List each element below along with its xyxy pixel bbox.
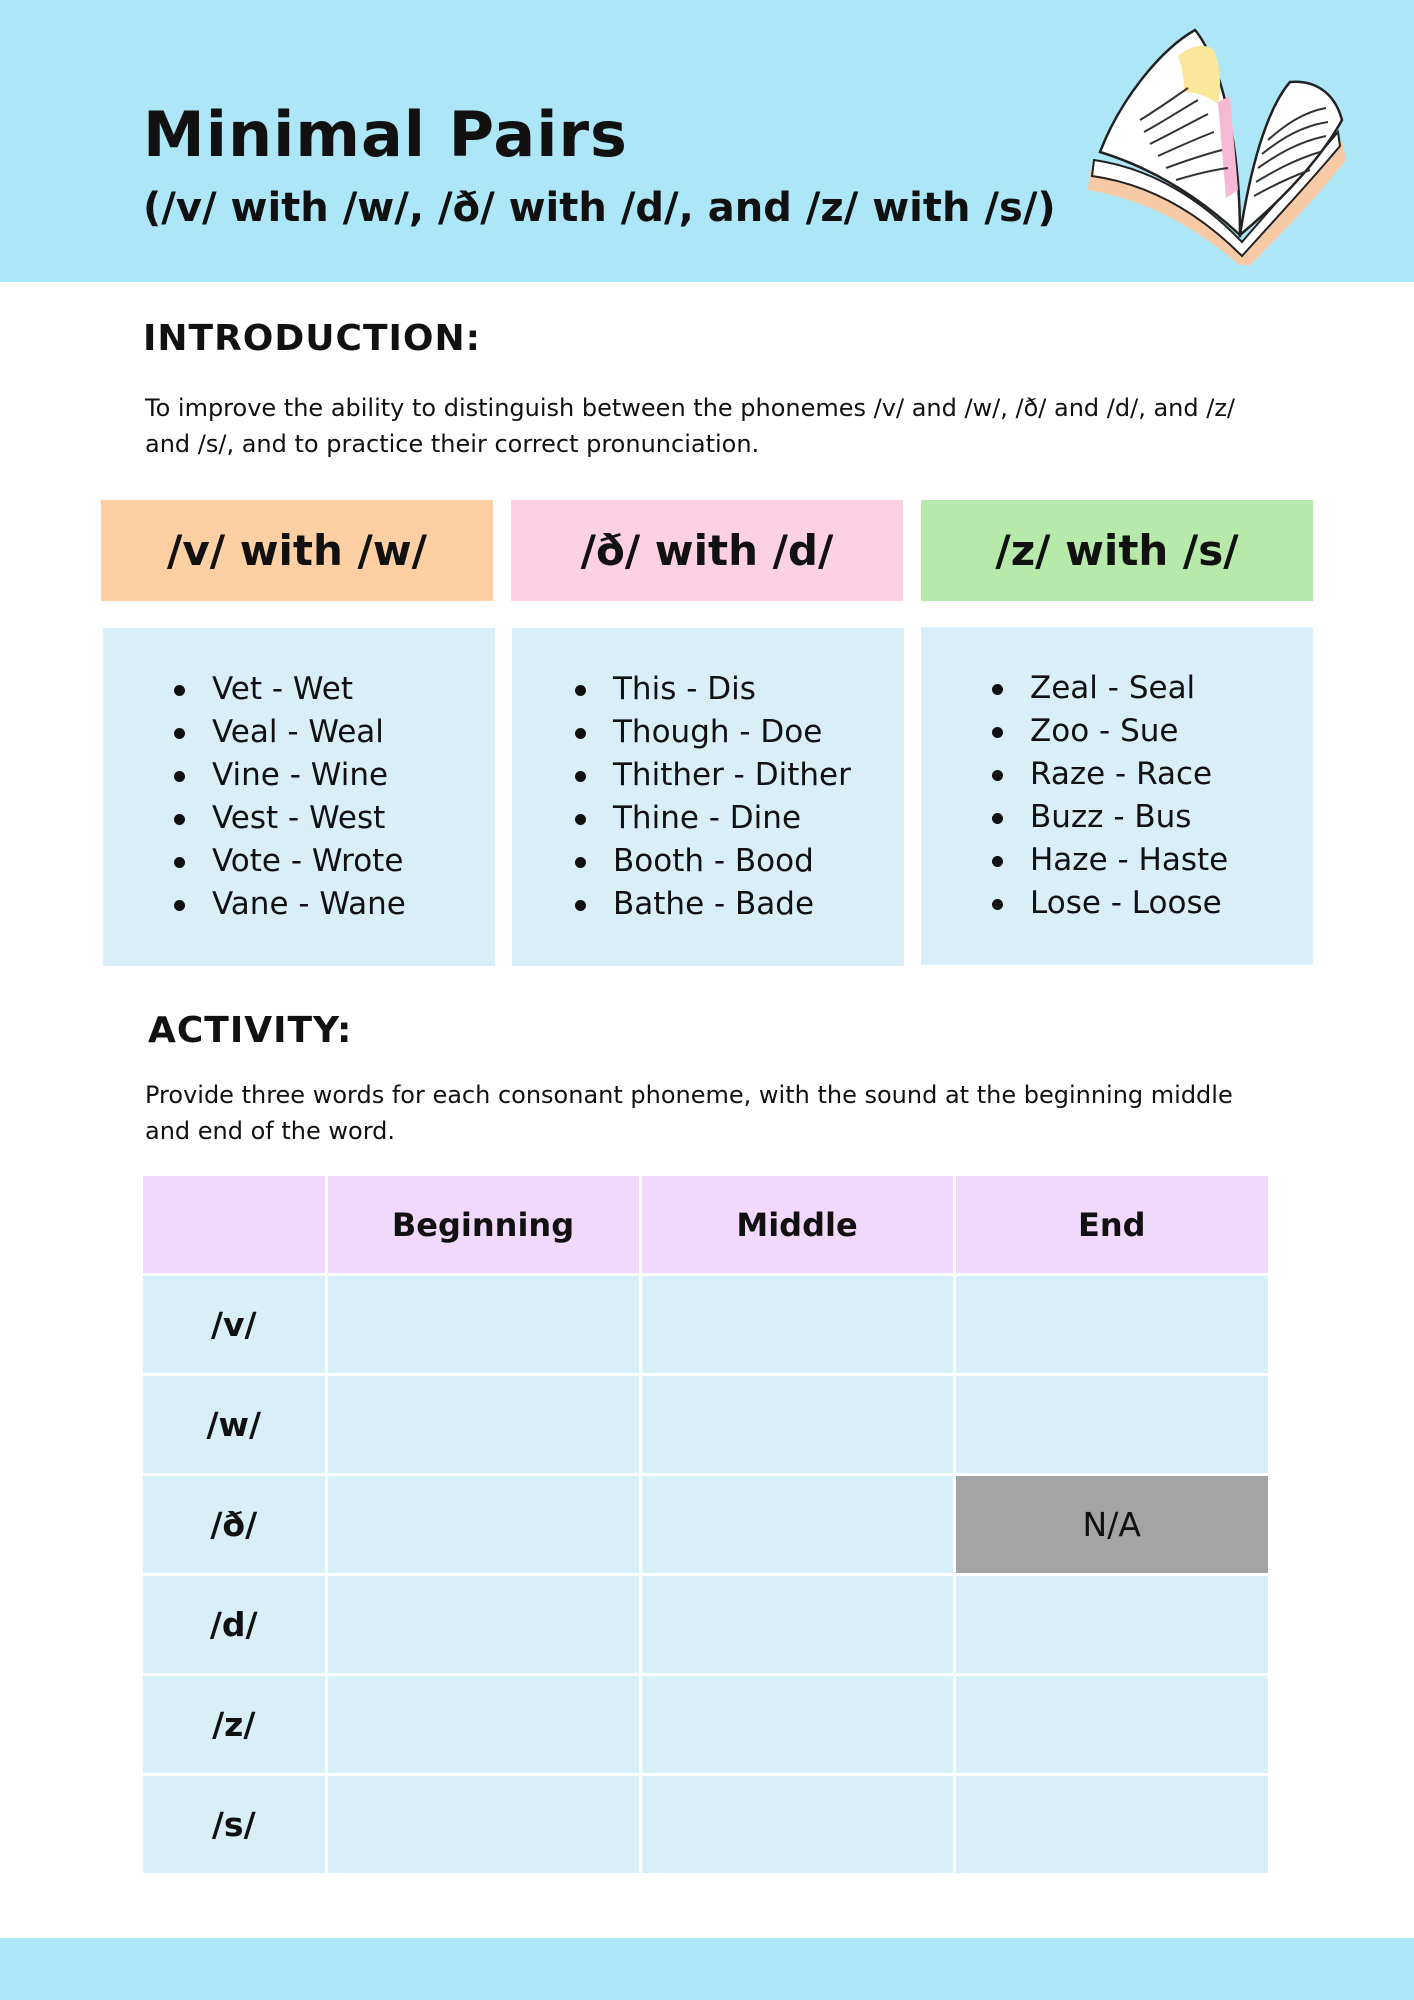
page-title: Minimal Pairs xyxy=(143,98,628,171)
list-item xyxy=(984,710,1313,753)
pair-header-th-d: /ð/ with /d/ xyxy=(511,500,903,601)
introduction-text: To improve the ability to distinguish between the phonemes /v/ and /w/, /ð/ and /d/, and /z/ and /s/, and to practice their correct pronunciation. xyxy=(145,394,1236,458)
list-item xyxy=(984,667,1313,710)
open-book-icon xyxy=(1080,20,1350,265)
list-item xyxy=(567,668,904,711)
pair-text: Buzz - Bus xyxy=(1030,799,1192,835)
bullet-dot xyxy=(575,814,586,825)
bullet-dot xyxy=(992,899,1003,910)
pair-text: Haze - Haste xyxy=(1030,842,1229,878)
pair-text: Raze - Race xyxy=(1030,756,1213,792)
bullet-dot xyxy=(992,727,1003,738)
column-header-end: End xyxy=(954,1176,1268,1275)
pair-text: Vest - West xyxy=(212,800,386,836)
bullet-dot xyxy=(575,857,586,868)
list-item xyxy=(166,797,495,840)
pair-text: Vet - Wet xyxy=(212,671,353,707)
pair-card-th-d xyxy=(512,628,904,966)
pair-text: Lose - Loose xyxy=(1030,885,1222,921)
end-cell[interactable] xyxy=(954,1575,1268,1675)
list-item xyxy=(567,754,904,797)
column-header-phoneme xyxy=(143,1176,326,1275)
table-header-row xyxy=(143,1176,1268,1275)
list-item xyxy=(166,668,495,711)
activity-table xyxy=(143,1176,1268,1873)
bullet-dot xyxy=(575,685,586,696)
list-item xyxy=(984,882,1313,925)
pair-text: Zoo - Sue xyxy=(1030,713,1179,749)
list-item xyxy=(166,754,495,797)
bullet-dot xyxy=(174,814,185,825)
end-cell[interactable] xyxy=(954,1275,1268,1375)
bullet-dot xyxy=(575,900,586,911)
table-row xyxy=(143,1275,1268,1375)
phoneme-cell: /z/ xyxy=(143,1675,326,1775)
end-cell-na: N/A xyxy=(954,1475,1268,1575)
middle-cell[interactable] xyxy=(640,1775,954,1874)
table-row xyxy=(143,1775,1268,1874)
column-header-middle: Middle xyxy=(640,1176,954,1275)
end-cell[interactable] xyxy=(954,1375,1268,1475)
table-row xyxy=(143,1375,1268,1475)
beginning-cell[interactable] xyxy=(326,1775,640,1874)
pair-text: Vote - Wrote xyxy=(212,843,404,879)
phoneme-cell: /s/ xyxy=(143,1775,326,1874)
list-item xyxy=(984,796,1313,839)
beginning-cell[interactable] xyxy=(326,1575,640,1675)
middle-cell[interactable] xyxy=(640,1475,954,1575)
list-item xyxy=(567,840,904,883)
footer-band xyxy=(0,1938,1414,2000)
pair-list-v-w xyxy=(103,628,495,926)
bullet-dot xyxy=(174,685,185,696)
activity-text: Provide three words for each consonant phoneme, with the sound at the beginning middle and end of the word. xyxy=(145,1081,1233,1145)
page-subtitle: (/v/ with /w/, /ð/ with /d/, and /z/ with /s/) xyxy=(143,185,1056,231)
table-row xyxy=(143,1475,1268,1575)
pair-text: Thither - Dither xyxy=(613,757,851,793)
list-item xyxy=(567,797,904,840)
column-header-beginning: Beginning xyxy=(326,1176,640,1275)
bullet-dot xyxy=(992,856,1003,867)
list-item xyxy=(984,753,1313,796)
pair-text: Booth - Bood xyxy=(613,843,814,879)
list-item xyxy=(166,883,495,926)
phoneme-cell: /d/ xyxy=(143,1575,326,1675)
end-cell[interactable] xyxy=(954,1775,1268,1874)
list-item xyxy=(984,839,1313,882)
bullet-dot xyxy=(992,684,1003,695)
middle-cell[interactable] xyxy=(640,1275,954,1375)
list-item xyxy=(567,883,904,926)
middle-cell[interactable] xyxy=(640,1675,954,1775)
bullet-dot xyxy=(174,857,185,868)
pair-card-z-s xyxy=(921,627,1313,965)
list-item xyxy=(166,840,495,883)
bullet-dot xyxy=(992,770,1003,781)
middle-cell[interactable] xyxy=(640,1575,954,1675)
introduction-heading: INTRODUCTION: xyxy=(143,318,482,359)
beginning-cell[interactable] xyxy=(326,1475,640,1575)
pair-list-z-s xyxy=(921,627,1313,925)
pair-card-v-w xyxy=(103,628,495,966)
bullet-dot xyxy=(992,813,1003,824)
list-item xyxy=(166,711,495,754)
pair-text: Though - Doe xyxy=(613,714,823,750)
bullet-dot xyxy=(174,771,185,782)
pair-text: Bathe - Bade xyxy=(613,886,815,922)
phoneme-cell: /ð/ xyxy=(143,1475,326,1575)
pair-list-th-d xyxy=(512,628,904,926)
list-item xyxy=(567,711,904,754)
pair-text: This - Dis xyxy=(613,671,756,707)
beginning-cell[interactable] xyxy=(326,1275,640,1375)
bullet-dot xyxy=(174,900,185,911)
pair-text: Veal - Weal xyxy=(212,714,384,750)
end-cell[interactable] xyxy=(954,1675,1268,1775)
bullet-dot xyxy=(174,728,185,739)
beginning-cell[interactable] xyxy=(326,1675,640,1775)
table-row xyxy=(143,1575,1268,1675)
bullet-dot xyxy=(575,771,586,782)
middle-cell[interactable] xyxy=(640,1375,954,1475)
table-row xyxy=(143,1675,1268,1775)
pair-text: Thine - Dine xyxy=(613,800,802,836)
activity-heading: ACTIVITY: xyxy=(148,1010,353,1051)
beginning-cell[interactable] xyxy=(326,1375,640,1475)
pair-header-z-s: /z/ with /s/ xyxy=(921,500,1313,601)
pair-header-v-w: /v/ with /w/ xyxy=(101,500,493,601)
pair-text: Zeal - Seal xyxy=(1030,670,1196,706)
phoneme-cell: /w/ xyxy=(143,1375,326,1475)
pair-text: Vine - Wine xyxy=(212,757,389,793)
pair-text: Vane - Wane xyxy=(212,886,406,922)
phoneme-cell: /v/ xyxy=(143,1275,326,1375)
bullet-dot xyxy=(575,728,586,739)
